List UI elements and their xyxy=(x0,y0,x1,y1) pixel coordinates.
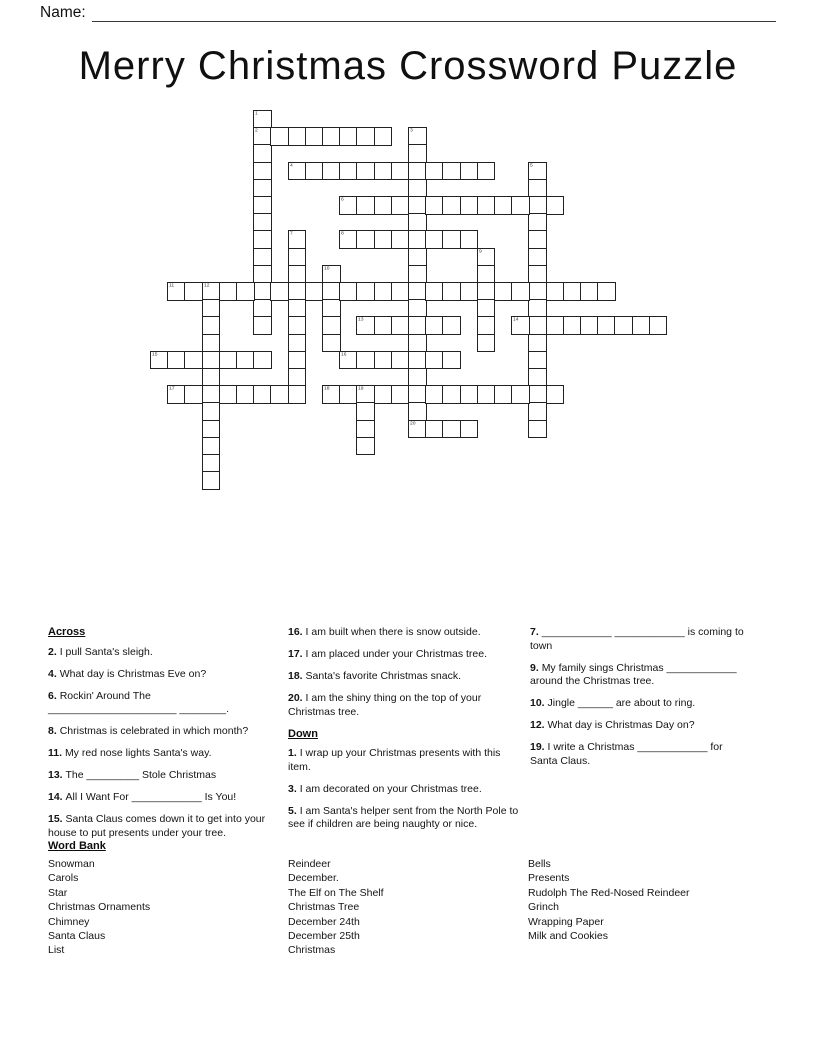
cell-number: 7 xyxy=(289,230,293,237)
grid-cell-r10c20[interactable] xyxy=(494,282,513,301)
clue-15: 15. Santa Claus comes down it to get into your house to put presents under your tree. xyxy=(48,813,266,839)
grid-cell-r10c6[interactable] xyxy=(253,282,272,301)
grid-cell-r7c15[interactable] xyxy=(408,230,427,249)
grid-cell-r1c9[interactable] xyxy=(305,127,324,146)
grid-cell-r3c22[interactable] xyxy=(528,162,547,181)
word-bank-item: December. xyxy=(288,872,339,885)
grid-cell-r7c17[interactable] xyxy=(442,230,461,249)
grid-cell-r16c21[interactable] xyxy=(511,385,530,404)
grid-cell-r11c10[interactable] xyxy=(322,299,341,318)
grid-cell-r13c3[interactable] xyxy=(202,334,221,353)
grid-cell-r3c12[interactable] xyxy=(356,162,375,181)
grid-cell-r7c13[interactable] xyxy=(374,230,393,249)
grid-cell-r6c6[interactable] xyxy=(253,213,272,232)
grid-cell-r14c6[interactable] xyxy=(253,351,272,370)
grid-cell-r1c7[interactable] xyxy=(270,127,289,146)
cell-number: 8 xyxy=(341,230,344,237)
grid-cell-r18c17[interactable] xyxy=(442,420,461,439)
grid-cell-r3c13[interactable] xyxy=(374,162,393,181)
clue-18: 18. Santa's favorite Christmas snack. xyxy=(288,670,461,682)
grid-cell-r19c12[interactable] xyxy=(356,437,375,456)
grid-cell-r16c6[interactable] xyxy=(253,385,272,404)
word-bank-item: List xyxy=(48,944,65,957)
grid-cell-r6c22[interactable] xyxy=(528,213,547,232)
cell-number: 4 xyxy=(289,161,293,168)
word-bank-item: The Elf on The Shelf xyxy=(288,886,384,899)
grid-cell-r10c3[interactable] xyxy=(202,282,221,301)
grid-cell-r12c24[interactable] xyxy=(563,316,582,335)
clue-column-3 xyxy=(530,626,752,777)
grid-cell-r12c14[interactable] xyxy=(391,316,410,335)
grid-cell-r17c15[interactable] xyxy=(408,402,427,421)
grid-cell-r3c16[interactable] xyxy=(425,162,444,181)
grid-cell-r14c3[interactable] xyxy=(202,351,221,370)
grid-cell-r9c6[interactable] xyxy=(253,265,272,284)
cell-number: 3 xyxy=(410,127,413,134)
grid-cell-r7c12[interactable] xyxy=(356,230,375,249)
grid-cell-r12c16[interactable] xyxy=(425,316,444,335)
grid-cell-r1c11[interactable] xyxy=(339,127,358,146)
grid-cell-r12c12[interactable] xyxy=(356,316,375,335)
grid-cell-r0c6[interactable] xyxy=(253,110,272,129)
grid-cell-r14c15[interactable] xyxy=(408,351,427,370)
clue-20: 20. I am the shiny thing on the top of your Christmas tree. xyxy=(288,692,482,718)
grid-cell-r16c5[interactable] xyxy=(236,385,255,404)
grid-cell-r12c21[interactable] xyxy=(511,316,530,335)
grid-cell-r12c22[interactable] xyxy=(528,316,547,335)
grid-cell-r5c23[interactable] xyxy=(546,196,565,215)
grid-cell-r12c3[interactable] xyxy=(202,316,221,335)
grid-cell-r7c11[interactable] xyxy=(339,230,358,249)
grid-cell-r7c18[interactable] xyxy=(460,230,479,249)
grid-cell-r4c22[interactable] xyxy=(528,179,547,198)
crossword-grid xyxy=(150,110,670,492)
grid-cell-r10c22[interactable] xyxy=(528,282,547,301)
grid-cell-r11c19[interactable] xyxy=(477,299,496,318)
heading-across: Across xyxy=(48,626,86,638)
grid-cell-r21c3[interactable] xyxy=(202,471,221,490)
grid-cell-r16c7[interactable] xyxy=(270,385,289,404)
grid-cell-r10c21[interactable] xyxy=(511,282,530,301)
grid-cell-r5c15[interactable] xyxy=(408,196,427,215)
cell-number: 18 xyxy=(324,385,330,392)
clue-3: 3. I am decorated on your Christmas tree. xyxy=(288,782,482,795)
grid-cell-r16c11[interactable] xyxy=(339,385,358,404)
word-bank-column-2 xyxy=(288,857,518,958)
cell-number: 2 xyxy=(255,127,258,134)
word-bank-item: Christmas xyxy=(288,944,336,957)
grid-cell-r13c8[interactable] xyxy=(288,334,307,353)
name-header xyxy=(40,4,776,22)
grid-cell-r3c19[interactable] xyxy=(477,162,496,181)
clue-2: 2. I pull Santa's sleigh. xyxy=(48,645,153,658)
grid-cell-r16c2[interactable] xyxy=(184,385,203,404)
grid-cell-r3c15[interactable] xyxy=(408,162,427,181)
grid-cell-r3c8[interactable] xyxy=(288,162,307,181)
cell-number: 5 xyxy=(530,161,534,168)
grid-cell-r8c15[interactable] xyxy=(408,248,427,267)
grid-cell-r11c3[interactable] xyxy=(202,299,221,318)
grid-cell-r16c19[interactable] xyxy=(477,385,496,404)
grid-cell-r1c6[interactable] xyxy=(253,127,272,146)
cell-number: 20 xyxy=(410,419,416,426)
word-bank-item: Presents xyxy=(528,872,570,885)
grid-cell-r16c4[interactable] xyxy=(219,385,238,404)
grid-cell-r16c8[interactable] xyxy=(288,385,307,404)
cell-number: 12 xyxy=(203,282,210,288)
grid-cell-r14c14[interactable] xyxy=(391,351,410,370)
word-bank-item: December 24th xyxy=(288,915,360,928)
grid-cell-r7c16[interactable] xyxy=(425,230,444,249)
clue-11: 11. My red nose lights Santa's way. xyxy=(48,747,212,759)
cell-number: 16 xyxy=(341,351,347,357)
grid-cell-r10c26[interactable] xyxy=(597,282,616,301)
grid-cell-r8c8[interactable] xyxy=(288,248,307,267)
grid-cell-r8c6[interactable] xyxy=(253,248,272,267)
grid-cell-r5c16[interactable] xyxy=(425,196,444,215)
grid-cell-r12c25[interactable] xyxy=(580,316,599,335)
grid-cell-r13c15[interactable] xyxy=(408,334,427,353)
grid-cell-r14c22[interactable] xyxy=(528,351,547,370)
grid-cell-r3c10[interactable] xyxy=(322,162,341,181)
grid-cell-r5c11[interactable] xyxy=(339,196,358,215)
grid-cell-r14c4[interactable] xyxy=(219,351,238,370)
word-bank-item: Reindeer xyxy=(288,858,331,870)
word-bank-item: Snowman xyxy=(48,858,95,870)
word-bank-item: Bells xyxy=(528,858,551,870)
clue-14: 14. All I Want For ____________ Is You! xyxy=(48,791,237,803)
grid-cell-r7c14[interactable] xyxy=(391,230,410,249)
grid-cell-r7c22[interactable] xyxy=(528,230,547,249)
grid-cell-r17c12[interactable] xyxy=(356,402,375,421)
clue-8: 8. Christmas is celebrated in which month? xyxy=(48,725,249,737)
grid-cell-r14c11[interactable] xyxy=(339,351,358,370)
grid-cell-r18c16[interactable] xyxy=(425,420,444,439)
grid-cell-r10c8[interactable] xyxy=(288,282,307,301)
cell-number: 1 xyxy=(255,110,258,116)
grid-cell-r16c3[interactable] xyxy=(202,385,221,404)
cell-number: 15 xyxy=(152,351,158,357)
clue-9: 9. My family sings Christmas ____________ around the Christmas tree. xyxy=(530,661,737,687)
grid-cell-r18c12[interactable] xyxy=(356,420,375,439)
clue-column-2 xyxy=(288,626,523,840)
grid-cell-r9c19[interactable] xyxy=(477,265,496,284)
grid-cell-r5c6[interactable] xyxy=(253,196,272,215)
grid-cell-r10c14[interactable] xyxy=(391,282,410,301)
grid-cell-r10c1[interactable] xyxy=(167,282,186,301)
cell-number: 9 xyxy=(478,247,482,254)
grid-cell-r12c6[interactable] xyxy=(253,316,272,335)
grid-cell-r5c21[interactable] xyxy=(511,196,530,215)
word-bank-item: Christmas Tree xyxy=(288,901,360,914)
grid-cell-r15c15[interactable] xyxy=(408,368,427,387)
grid-cell-r9c22[interactable] xyxy=(528,265,547,284)
grid-cell-r10c2[interactable] xyxy=(184,282,203,301)
grid-cell-r5c20[interactable] xyxy=(494,196,513,215)
grid-cell-r5c22[interactable] xyxy=(528,196,547,215)
grid-cell-r12c13[interactable] xyxy=(374,316,393,335)
grid-cell-r10c19[interactable] xyxy=(477,282,496,301)
grid-cell-r12c28[interactable] xyxy=(632,316,651,335)
grid-cell-r18c18[interactable] xyxy=(460,420,479,439)
grid-cell-r4c15[interactable] xyxy=(408,179,427,198)
grid-cell-r12c26[interactable] xyxy=(597,316,616,335)
grid-cell-r10c23[interactable] xyxy=(546,282,565,301)
grid-cell-r10c11[interactable] xyxy=(339,282,358,301)
grid-cell-r12c8[interactable] xyxy=(288,316,307,335)
word-bank-item: Carols xyxy=(48,872,79,885)
grid-cell-r12c29[interactable] xyxy=(649,316,668,335)
grid-cell-r19c3[interactable] xyxy=(202,437,221,456)
grid-cell-r16c15[interactable] xyxy=(408,385,427,404)
grid-cell-r10c24[interactable] xyxy=(563,282,582,301)
grid-cell-r10c18[interactable] xyxy=(460,282,479,301)
grid-cell-r5c13[interactable] xyxy=(374,196,393,215)
grid-cell-r16c16[interactable] xyxy=(425,385,444,404)
grid-cell-r5c14[interactable] xyxy=(391,196,410,215)
word-bank-item: December 25th xyxy=(288,930,360,943)
grid-cell-r14c8[interactable] xyxy=(288,351,307,370)
grid-cell-r1c13[interactable] xyxy=(374,127,393,146)
name-input-line[interactable] xyxy=(92,5,776,22)
grid-cell-r13c19[interactable] xyxy=(477,334,496,353)
grid-cell-r18c3[interactable] xyxy=(202,420,221,439)
grid-cell-r12c15[interactable] xyxy=(408,316,427,335)
grid-cell-r14c17[interactable] xyxy=(442,351,461,370)
grid-cell-r10c7[interactable] xyxy=(270,282,289,301)
grid-cell-r8c22[interactable] xyxy=(528,248,547,267)
grid-cell-r12c10[interactable] xyxy=(322,316,341,335)
grid-cell-r17c3[interactable] xyxy=(202,402,221,421)
grid-cell-r4c6[interactable] xyxy=(253,179,272,198)
word-bank-item: Grinch xyxy=(528,901,559,914)
word-bank-column-1 xyxy=(48,857,278,958)
grid-cell-r14c12[interactable] xyxy=(356,351,375,370)
heading-down: Down xyxy=(288,727,318,740)
cell-number: 10 xyxy=(324,265,330,271)
grid-cell-r10c17[interactable] xyxy=(442,282,461,301)
grid-cell-r1c12[interactable] xyxy=(356,127,375,146)
grid-cell-r15c8[interactable] xyxy=(288,368,307,387)
grid-cell-r11c22[interactable] xyxy=(528,299,547,318)
word-bank-item: Wrapping Paper xyxy=(528,915,604,928)
grid-cell-r3c14[interactable] xyxy=(391,162,410,181)
word-bank-item: Christmas Ornaments xyxy=(48,901,151,914)
grid-cell-r3c18[interactable] xyxy=(460,162,479,181)
clue-19: 19. I write a Christmas ____________ for Santa Claus. xyxy=(530,741,723,767)
grid-cell-r14c13[interactable] xyxy=(374,351,393,370)
grid-cell-r10c15[interactable] xyxy=(408,282,427,301)
grid-cell-r9c8[interactable] xyxy=(288,265,307,284)
word-bank-column-3 xyxy=(528,857,768,943)
page-title: Merry Christmas Crossword Puzzle xyxy=(78,44,738,88)
grid-cell-r5c18[interactable] xyxy=(460,196,479,215)
grid-cell-r13c22[interactable] xyxy=(528,334,547,353)
cell-number: 13 xyxy=(358,316,364,323)
grid-cell-r10c13[interactable] xyxy=(374,282,393,301)
grid-cell-r8c19[interactable] xyxy=(477,248,496,267)
grid-cell-r5c17[interactable] xyxy=(442,196,461,215)
grid-cell-r10c5[interactable] xyxy=(236,282,255,301)
clue-17: 17. I am placed under your Christmas tree. xyxy=(288,648,488,660)
grid-cell-r11c15[interactable] xyxy=(408,299,427,318)
grid-cell-r16c10[interactable] xyxy=(322,385,341,404)
word-bank-item: Milk and Cookies xyxy=(528,930,608,943)
word-bank-item: Star xyxy=(48,886,68,899)
clue-5: 5. I am Santa's helper sent from the North Pole to see if children are being naughty or nice. xyxy=(288,804,519,830)
grid-cell-r15c22[interactable] xyxy=(528,368,547,387)
grid-cell-r12c17[interactable] xyxy=(442,316,461,335)
grid-cell-r16c1[interactable] xyxy=(167,385,186,404)
cell-number: 19 xyxy=(358,385,364,392)
grid-cell-r10c16[interactable] xyxy=(425,282,444,301)
grid-cell-r18c22[interactable] xyxy=(528,420,547,439)
clue-6: 6. Rockin' Around The ______________________ ________. xyxy=(48,689,230,715)
grid-cell-r3c17[interactable] xyxy=(442,162,461,181)
grid-cell-r3c6[interactable] xyxy=(253,162,272,181)
grid-cell-r16c12[interactable] xyxy=(356,385,375,404)
grid-cell-r16c18[interactable] xyxy=(460,385,479,404)
grid-cell-r10c4[interactable] xyxy=(219,282,238,301)
grid-cell-r14c16[interactable] xyxy=(425,351,444,370)
cell-number: 6 xyxy=(341,196,344,202)
clue-4: 4. What day is Christmas Eve on? xyxy=(48,667,207,680)
name-label: Name: xyxy=(40,4,86,21)
grid-cell-r10c25[interactable] xyxy=(580,282,599,301)
grid-cell-r3c11[interactable] xyxy=(339,162,358,181)
grid-cell-r10c9[interactable] xyxy=(305,282,324,301)
clue-12: 12. What day is Christmas Day on? xyxy=(530,719,695,731)
clue-1: 1. I wrap up your Christmas presents with this item. xyxy=(288,747,501,773)
clue-13: 13. The _________ Stole Christmas xyxy=(48,769,217,781)
grid-cell-r9c10[interactable] xyxy=(322,265,341,284)
grid-cell-r16c14[interactable] xyxy=(391,385,410,404)
grid-cell-r16c22[interactable] xyxy=(528,385,547,404)
grid-cell-r14c1[interactable] xyxy=(167,351,186,370)
grid-cell-r1c10[interactable] xyxy=(322,127,341,146)
word-bank-item: Rudolph The Red-Nosed Reindeer xyxy=(528,886,690,899)
grid-cell-r20c3[interactable] xyxy=(202,454,221,473)
grid-cell-r13c10[interactable] xyxy=(322,334,341,353)
clue-10: 10. Jingle ______ are about to ring. xyxy=(530,697,696,709)
clue-column-1 xyxy=(48,626,276,849)
grid-cell-r7c8[interactable] xyxy=(288,230,307,249)
grid-cell-r16c13[interactable] xyxy=(374,385,393,404)
grid-cell-r2c15[interactable] xyxy=(408,144,427,163)
grid-cell-r10c10[interactable] xyxy=(322,282,341,301)
grid-cell-r1c8[interactable] xyxy=(288,127,307,146)
cell-number: 14 xyxy=(513,316,519,323)
grid-cell-r12c23[interactable] xyxy=(546,316,565,335)
grid-cell-r11c6[interactable] xyxy=(253,299,272,318)
grid-cell-r18c15[interactable] xyxy=(408,420,427,439)
word-bank-item: Chimney xyxy=(48,915,90,928)
cell-number: 11 xyxy=(169,282,175,288)
grid-cell-r12c19[interactable] xyxy=(477,316,496,335)
grid-cell-r16c17[interactable] xyxy=(442,385,461,404)
grid-cell-r1c15[interactable] xyxy=(408,127,427,146)
grid-cell-r14c5[interactable] xyxy=(236,351,255,370)
grid-cell-r10c12[interactable] xyxy=(356,282,375,301)
grid-cell-r17c22[interactable] xyxy=(528,402,547,421)
grid-cell-r5c19[interactable] xyxy=(477,196,496,215)
clue-16: 16. I am built when there is snow outside. xyxy=(288,626,481,638)
cell-number: 17 xyxy=(169,385,175,392)
grid-cell-r3c9[interactable] xyxy=(305,162,324,181)
grid-cell-r16c20[interactable] xyxy=(494,385,513,404)
grid-cell-r16c23[interactable] xyxy=(546,385,565,404)
clue-7: 7. ____________ ____________ is coming to town xyxy=(530,626,744,652)
grid-cell-r14c0[interactable] xyxy=(150,351,169,370)
grid-cell-r7c6[interactable] xyxy=(253,230,272,249)
grid-cell-r15c3[interactable] xyxy=(202,368,221,387)
grid-cell-r9c15[interactable] xyxy=(408,265,427,284)
word-bank-item: Santa Claus xyxy=(48,930,106,943)
grid-cell-r11c8[interactable] xyxy=(288,299,307,318)
grid-cell-r14c2[interactable] xyxy=(184,351,203,370)
word-bank-heading: Word Bank xyxy=(48,840,106,852)
grid-cell-r6c15[interactable] xyxy=(408,213,427,232)
grid-cell-r2c6[interactable] xyxy=(253,144,272,163)
grid-cell-r5c12[interactable] xyxy=(356,196,375,215)
grid-cell-r12c27[interactable] xyxy=(614,316,633,335)
